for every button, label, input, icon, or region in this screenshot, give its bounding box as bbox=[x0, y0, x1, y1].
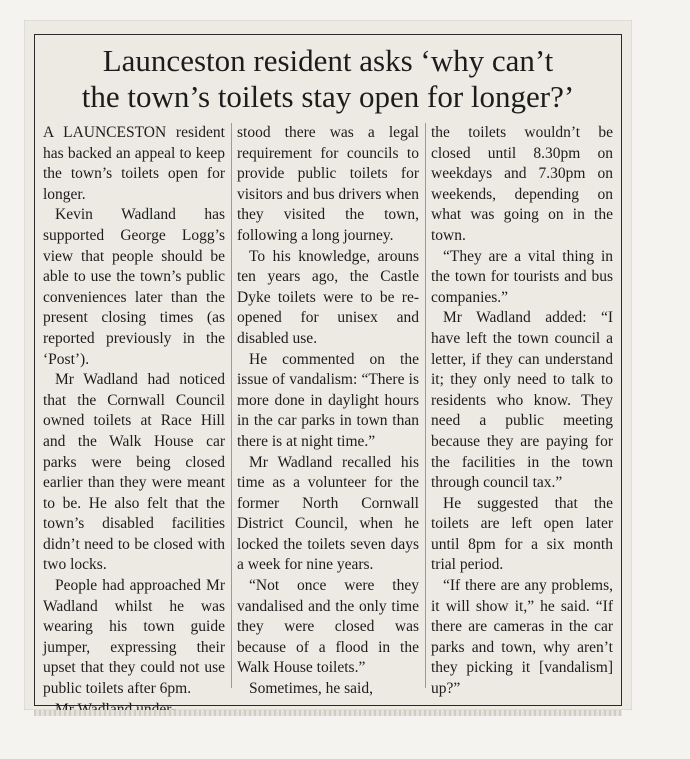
paragraph: He commented on the issue of vandalism: “There is more done in daylight hours in the car parks in town than there is at night time.” bbox=[237, 350, 419, 450]
paragraph: He suggested that the toilets are left open later until 8pm for a six month trial period. bbox=[431, 494, 613, 574]
paragraph: A LAUNCESTON resident has backed an appeal to keep the town’s toilets open for longer. bbox=[43, 124, 225, 203]
headline bbox=[35, 43, 621, 115]
paragraph: Mr Wadland recalled his time as a volunteer for the former North Cornwall District Council, when he locked the toilets seven days a week for nine years. bbox=[237, 453, 419, 574]
column-divider bbox=[425, 123, 426, 688]
paragraph: Sometimes, he said, bbox=[249, 680, 373, 698]
column-2 bbox=[237, 123, 419, 700]
paragraph: People had approached Mr Wadland whilst he was wearing his town guide jumper, expressing their upset that they could not use public toilets after 6pm. bbox=[43, 577, 225, 698]
article-frame bbox=[34, 34, 622, 706]
column-divider bbox=[231, 123, 232, 688]
paragraph: Mr Wadland added: “I have left the town council a letter, if they can understand it; they only need to talk to residents who know. They need a public meeting because they are paying for the facilities in the town through council tax.” bbox=[431, 309, 613, 492]
torn-edge bbox=[34, 710, 622, 716]
headline-line-1: Launceston resident asks ‘why can’t bbox=[102, 43, 554, 78]
paragraph: To his knowledge, arouns ten years ago, the Castle Dyke toilets were to be re-opened for unisex and disabled use. bbox=[237, 247, 419, 347]
paragraph: “Not once were they vandalised and the only time they were closed was because of a flood in the Walk House toilets.” bbox=[237, 577, 419, 677]
paragraph: Mr Wadland had noticed that the Cornwall Council owned toilets at Race Hill and the Walk House car parks were being closed earlier than they were meant to be. He also felt that the town’s disabled facilities didn’t need to be closed with two locks. bbox=[43, 371, 225, 574]
paragraph: stood there was a legal requirement for councils to provide public toilets for visitors and bus drivers when they visited the town, following a long journey. bbox=[237, 124, 419, 244]
paragraph: the toilets wouldn’t be closed until 8.30pm on weekdays and 7.30pm on weekends, depending on what was going on in the town. bbox=[431, 124, 613, 244]
paragraph: “They are a vital thing in the town for tourists and bus companies.” bbox=[431, 247, 613, 306]
column-3 bbox=[431, 123, 613, 700]
headline-line-2: the town’s toilets stay open for longer?’ bbox=[81, 79, 575, 114]
column-1 bbox=[43, 123, 225, 720]
paragraph: Kevin Wadland has supported George Logg’s view that people should be able to use the town’s public conveniences later than the present closing times (as reported previously in the ‘Post’). bbox=[43, 206, 225, 368]
article-body bbox=[43, 123, 613, 698]
paragraph: “If there are any problems, it will show it,” he said. “If there are cameras in the car parks and town, why aren’t they picking it [vandalism] up?” bbox=[431, 577, 613, 698]
newspaper-clipping bbox=[24, 20, 632, 710]
